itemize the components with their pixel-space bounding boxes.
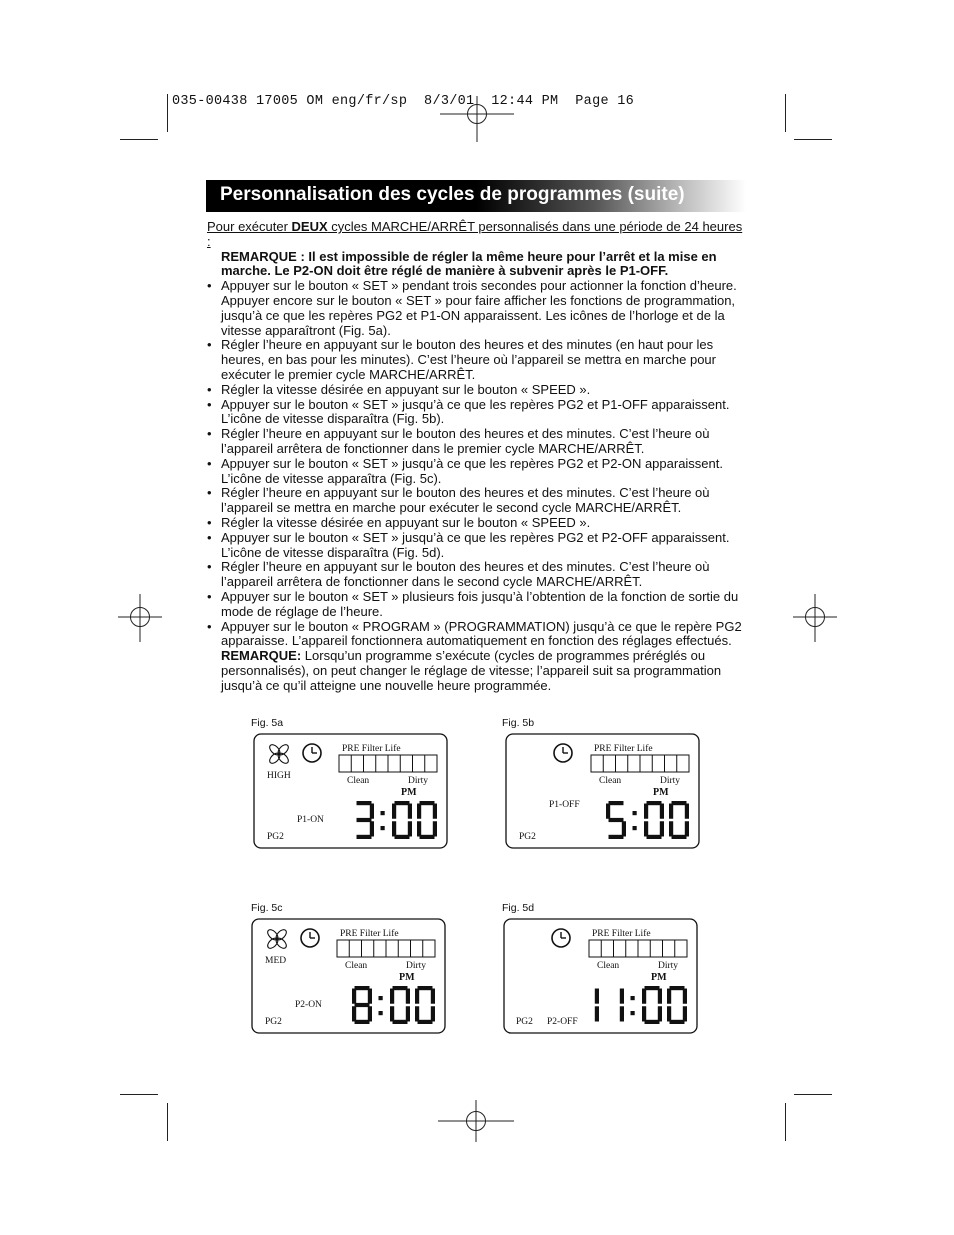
lcd-segment: [609, 818, 624, 822]
program-step-indicator: P2-ON: [295, 1000, 322, 1010]
note-final-label: REMARQUE:: [221, 648, 302, 664]
lcd-segment: [669, 821, 673, 836]
lcd-segment: [683, 1006, 687, 1021]
lcd-segment: [670, 1020, 685, 1024]
lcd-colon: [379, 1011, 383, 1015]
lcd-segment: [368, 1006, 372, 1021]
fig-label-5c: Fig. 5c: [251, 902, 283, 914]
lcd-display-fig-5d: [503, 918, 699, 1035]
crop-mark-top-left-v: [167, 94, 168, 132]
lcd-segment: [392, 821, 396, 836]
lcd-segment: [370, 821, 374, 836]
step-item: • Régler l’heure en appuyant sur le bouton des heures et des minutes. C’est l’heure où l’appareil arrêtera de fonctionner dans le second cycle MARCHE/ARRÊT.: [207, 560, 747, 590]
dirty-label: Dirty: [408, 776, 429, 786]
lcd-segment: [667, 989, 671, 1004]
lcd-segment: [415, 989, 419, 1004]
crop-mark-bottom-right-h: [794, 1094, 832, 1095]
registration-mark-bottom: [438, 1098, 514, 1144]
lcd-segment: [685, 804, 689, 819]
lcd-segment: [417, 821, 421, 836]
lcd-segment: [420, 835, 435, 839]
lcd-segment: [357, 818, 372, 822]
note-final-text: Lorsqu’un programme s’exécute (cycles de programmes préréglés ou personnalisés), on peut changer le réglage de vitesse; l’appareil suit sa programmation jusqu’à ce qu’il atteigne une nouvelle heure programmée.: [221, 648, 722, 693]
filter-life-label: PRE Filter Life: [340, 929, 399, 939]
crop-mark-top-left-h: [120, 139, 158, 140]
lcd-segment: [431, 989, 435, 1004]
lcd-segment: [431, 1006, 435, 1021]
program-indicator: PG2: [265, 1017, 282, 1027]
lcd-colon: [633, 826, 637, 830]
speed-indicator: HIGH: [267, 771, 291, 781]
speed-indicator: MED: [265, 956, 287, 966]
lcd-segment: [658, 1006, 662, 1021]
crop-mark-bottom-left-v: [167, 1103, 168, 1141]
lcd-segment: [370, 804, 374, 819]
intro-line: [207, 220, 747, 250]
lcd-segment: [622, 821, 626, 836]
pm-indicator: PM: [399, 972, 415, 983]
print-slug: 035-00438 17005 OM eng/fr/sp 8/3/01 12:44 PM Page 16: [172, 94, 635, 109]
note-final: [207, 649, 747, 693]
lcd-segment: [647, 835, 662, 839]
program-step-indicator: P1-OFF: [549, 800, 580, 810]
crop-mark-top-right-v: [785, 94, 786, 132]
program-indicator: PG2: [516, 1017, 533, 1027]
lcd-segment: [667, 1006, 671, 1021]
lcd-segment: [670, 986, 685, 990]
program-step-indicator: P2-OFF: [547, 1017, 578, 1027]
lcd-segment: [658, 989, 662, 1004]
lcd-segment: [645, 986, 660, 990]
lcd-colon: [379, 996, 383, 1000]
lcd-segment: [395, 835, 410, 839]
section-banner: [206, 180, 746, 212]
lcd-segment: [395, 801, 410, 805]
lcd-segment: [417, 804, 421, 819]
program-indicator: PG2: [519, 832, 536, 842]
step-item: • Régler l’heure en appuyant sur le bouton des heures et des minutes. C’est l’heure où l’appareil se mettra en marche pour exécuter le second cycle MARCHE/ARRÊT.: [207, 486, 747, 516]
filter-life-label: PRE Filter Life: [342, 744, 401, 754]
lcd-segment: [620, 1006, 624, 1021]
lcd-display-fig-5b: [505, 733, 701, 850]
program-indicator: PG2: [267, 832, 284, 842]
step-item: • Appuyer sur le bouton « SET » plusieurs fois jusqu’à l’obtention de la fonction de sortie du mode de réglage de l’heure.: [207, 590, 747, 620]
clean-label: Clean: [347, 776, 370, 786]
lcd-segment: [415, 1006, 419, 1021]
step-item: • Appuyer sur le bouton « SET » jusqu’à ce que les repères PG2 et P2-ON apparaissent. L’icône de vitesse apparaîtra (Fig. 5c).: [207, 457, 747, 487]
lcd-segment: [352, 989, 356, 1004]
fig-label-5a: Fig. 5a: [251, 717, 284, 729]
clean-label: Clean: [345, 961, 368, 971]
step-item: • Régler la vitesse désirée en appuyant sur le bouton « SPEED ».: [207, 383, 747, 398]
crop-mark-bottom-right-v: [785, 1103, 786, 1141]
lcd-segment: [418, 986, 433, 990]
intro-bold: DEUX: [291, 219, 328, 234]
lcd-segment: [355, 1020, 370, 1024]
lcd-segment: [393, 986, 408, 990]
dirty-label: Dirty: [658, 961, 679, 971]
crop-mark-bottom-left-h: [120, 1094, 158, 1095]
lcd-segment: [433, 821, 437, 836]
step-item: • Appuyer sur le bouton « SET » jusqu’à ce que les repères PG2 et P2-OFF apparaissent. L’icône de vitesse disparaîtra (Fig. 5d).: [207, 531, 747, 561]
lcd-display-fig-5a: [253, 733, 449, 850]
lcd-segment: [352, 1006, 356, 1021]
lcd-segment: [357, 835, 372, 839]
pm-indicator: PM: [401, 787, 417, 798]
lcd-segment: [672, 801, 687, 805]
lcd-segment: [355, 986, 370, 990]
lcd-segment: [408, 804, 412, 819]
clean-label: Clean: [597, 961, 620, 971]
lcd-segment: [685, 821, 689, 836]
step-item: • Régler l’heure en appuyant sur le bouton des heures et des minutes. C’est l’heure où l’appareil arrêtera de fonctionner dans le premier cycle MARCHE/ARRÊT.: [207, 427, 747, 457]
note-warning: REMARQUE : Il est impossible de régler la même heure pour l’arrêt et la mise en marche. Le P2-ON doit être réglé de manière à subvenir après le P1-OFF.: [221, 248, 717, 279]
lcd-segment: [357, 801, 372, 805]
lcd-segment: [406, 989, 410, 1004]
lcd-segment: [368, 989, 372, 1004]
lcd-segment: [672, 835, 687, 839]
lcd-segment: [660, 804, 664, 819]
lcd-segment: [433, 804, 437, 819]
lcd-segment: [644, 804, 648, 819]
instructions: [207, 220, 747, 694]
lcd-segment: [355, 1003, 370, 1007]
lcd-segment: [660, 821, 664, 836]
dirty-label: Dirty: [660, 776, 681, 786]
lcd-segment: [644, 821, 648, 836]
program-step-indicator: P1-ON: [297, 815, 324, 825]
lcd-display-fig-5c: [251, 918, 447, 1035]
lcd-segment: [642, 1006, 646, 1021]
lcd-segment: [393, 1020, 408, 1024]
lcd-colon: [631, 996, 635, 1000]
step-item: • Appuyer sur le bouton « PROGRAM » (PROGRAMMATION) jusqu’à ce que le repère PG2 apparaisse. L’appareil fonctionnera automatiquement en fonction des réglages effectués.: [207, 620, 747, 650]
lcd-segment: [645, 1020, 660, 1024]
fig-label-5d: Fig. 5d: [502, 902, 535, 914]
lcd-segment: [392, 804, 396, 819]
steps-list: [207, 279, 747, 649]
lcd-segment: [606, 804, 610, 819]
step-item: • Régler l’heure en appuyant sur le bouton des heures et des minutes (en haut pour les heures, en bas pour les minutes). C’est l’heure où l’appareil se mettra en marche pour exécuter le premier cycle MARCHE/ARRÊT.: [207, 338, 747, 382]
lcd-segment: [418, 1020, 433, 1024]
lcd-segment: [595, 989, 599, 1004]
lcd-segment: [408, 821, 412, 836]
lcd-colon: [633, 811, 637, 815]
lcd-segment: [669, 804, 673, 819]
step-item: • Régler la vitesse désirée en appuyant sur le bouton « SPEED ».: [207, 516, 747, 531]
registration-mark-left: [118, 592, 162, 644]
lcd-segment: [683, 989, 687, 1004]
fig-label-5b: Fig. 5b: [502, 717, 535, 729]
dirty-label: Dirty: [406, 961, 427, 971]
lcd-segment: [609, 835, 624, 839]
lcd-colon: [381, 811, 385, 815]
pm-indicator: PM: [653, 787, 669, 798]
step-item: • Appuyer sur le bouton « SET » pendant trois secondes pour actionner la fonction d’heure. Appuyer encore sur le bouton « SET » pour faire afficher les fonctions de programmation, jusqu’à ce que les repères PG2 et P1-ON apparaissent. Les icônes de l’horloge et de la vitesse apparaîtront (Fig. 5a).: [207, 279, 747, 338]
lcd-segment: [642, 989, 646, 1004]
lcd-colon: [381, 826, 385, 830]
filter-life-label: PRE Filter Life: [592, 929, 651, 939]
registration-mark-right: [793, 592, 837, 644]
pm-indicator: PM: [651, 972, 667, 983]
lcd-segment: [647, 801, 662, 805]
lcd-segment: [420, 801, 435, 805]
crop-mark-top-right-h: [794, 139, 832, 140]
lcd-segment: [609, 801, 624, 805]
lcd-segment: [390, 1006, 394, 1021]
intro-prefix: Pour exécuter: [207, 219, 292, 234]
intro-suffix: cycles MARCHE/ARRÊT personnalisés dans une période de 24 heures :: [207, 219, 743, 249]
step-item: • Appuyer sur le bouton « SET » jusqu’à ce que les repères PG2 et P1-OFF apparaissent. L’icône de vitesse disparaîtra (Fig. 5b).: [207, 398, 747, 428]
lcd-segment: [406, 1006, 410, 1021]
lcd-colon: [631, 1011, 635, 1015]
lcd-segment: [620, 989, 624, 1004]
lcd-segment: [595, 1006, 599, 1021]
page-title: Personnalisation des cycles de programmes (suite): [220, 184, 685, 205]
clean-label: Clean: [599, 776, 622, 786]
filter-life-label: PRE Filter Life: [594, 744, 653, 754]
lcd-segment: [390, 989, 394, 1004]
